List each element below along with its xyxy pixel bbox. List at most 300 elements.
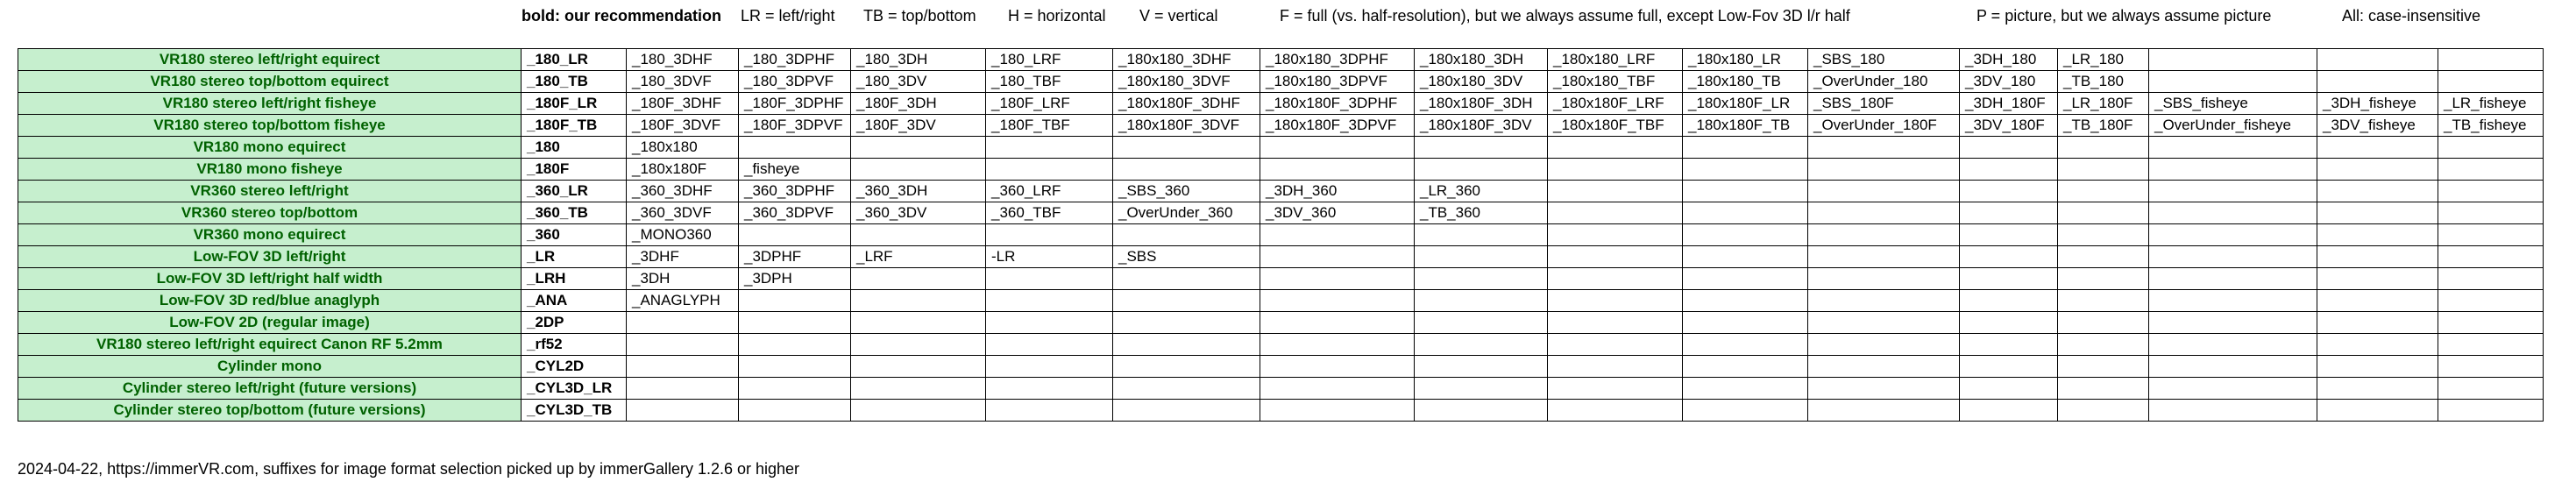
table-row [18, 181, 2544, 202]
suffix-cell [1808, 224, 1960, 246]
suffix-cell [2058, 378, 2149, 400]
suffix-cell [2058, 137, 2149, 159]
suffix-cell [1548, 268, 1683, 290]
suffix-cell: _3DH_360 [1260, 181, 1415, 202]
suffix-cell [2317, 356, 2438, 378]
suffix-cell [2058, 202, 2149, 224]
suffix-cell [739, 312, 851, 334]
suffix-cell: _SBS_360 [1113, 181, 1260, 202]
suffix-cell [1113, 356, 1260, 378]
recommended-suffix-cell: _LRH [522, 268, 627, 290]
format-label: Low-FOV 3D left/right half width [18, 268, 522, 290]
table-row [18, 49, 2544, 71]
suffix-cell: _3DH [627, 268, 739, 290]
suffix-cell [1548, 181, 1683, 202]
suffix-cell: _180x180 [627, 137, 739, 159]
suffix-cell: _180_3DHF [627, 49, 739, 71]
suffix-cell: _180x180_LR [1683, 49, 1808, 71]
suffix-cell [1260, 400, 1415, 422]
suffix-cell [1415, 268, 1548, 290]
suffix-cell [627, 334, 739, 356]
suffix-cell [1808, 159, 1960, 181]
suffix-cell [1683, 181, 1808, 202]
suffix-cell: _360_TBF [986, 202, 1113, 224]
suffix-cell: _TB_180 [2058, 71, 2149, 93]
suffix-cell [1683, 202, 1808, 224]
suffix-cell [627, 378, 739, 400]
suffix-cell [1683, 137, 1808, 159]
recommended-suffix-cell: _LR [522, 246, 627, 268]
legend-tb: TB = top/bottom [863, 7, 976, 25]
suffix-cell: _LR_180 [2058, 49, 2149, 71]
suffix-cell [2438, 202, 2544, 224]
suffix-cell [1113, 137, 1260, 159]
recommended-suffix-cell: _180 [522, 137, 627, 159]
format-label: Cylinder mono [18, 356, 522, 378]
format-label: VR180 stereo top/bottom equirect [18, 71, 522, 93]
suffix-cell [2438, 159, 2544, 181]
recommended-suffix-cell: _180_TB [522, 71, 627, 93]
suffix-cell [2438, 356, 2544, 378]
suffix-cell [1113, 268, 1260, 290]
suffix-cell [986, 378, 1113, 400]
suffix-cell [1415, 159, 1548, 181]
suffix-cell: _180x180F_3DH [1415, 93, 1548, 115]
suffix-cell [1683, 290, 1808, 312]
suffix-cell [2438, 49, 2544, 71]
suffix-cell [2317, 159, 2438, 181]
suffix-cell: _3DPH [739, 268, 851, 290]
suffix-cell [1683, 246, 1808, 268]
suffix-cell [1548, 137, 1683, 159]
suffix-cell [1808, 312, 1960, 334]
suffix-cell [2058, 400, 2149, 422]
legend-row [0, 7, 2576, 30]
suffix-cell [1960, 202, 2058, 224]
suffix-cell [2149, 49, 2317, 71]
suffix-cell [1113, 400, 1260, 422]
suffix-cell: _3DPHF [739, 246, 851, 268]
suffix-cell: _3DV_180F [1960, 115, 2058, 137]
suffix-cell: _180x180_3DV [1415, 71, 1548, 93]
suffix-cell [851, 378, 986, 400]
table-row [18, 312, 2544, 334]
suffix-cell [1808, 268, 1960, 290]
suffix-cell [2317, 71, 2438, 93]
suffix-cell [1113, 224, 1260, 246]
suffix-cell: _180_LRF [986, 49, 1113, 71]
suffix-cell [1683, 334, 1808, 356]
suffix-cell: _180F_3DPVF [739, 115, 851, 137]
suffix-cell [2438, 181, 2544, 202]
suffix-cell [851, 400, 986, 422]
suffix-cell: _180_3DVF [627, 71, 739, 93]
suffix-cell: _OverUnder_360 [1113, 202, 1260, 224]
suffix-cell [1960, 334, 2058, 356]
suffix-cell: _3DH_fisheye [2317, 93, 2438, 115]
suffix-cell [1415, 246, 1548, 268]
suffix-cell [2058, 356, 2149, 378]
suffix-cell [1260, 356, 1415, 378]
suffix-cell [1960, 268, 2058, 290]
suffix-cell: _360_3DH [851, 181, 986, 202]
suffix-cell: _SBS_fisheye [2149, 93, 2317, 115]
suffix-cell [2149, 71, 2317, 93]
suffix-cell: _360_3DV [851, 202, 986, 224]
suffix-cell [2149, 400, 2317, 422]
suffix-cell [2058, 334, 2149, 356]
suffix-cell [2149, 159, 2317, 181]
suffix-cell [1415, 312, 1548, 334]
suffix-cell [2149, 202, 2317, 224]
suffix-cell [1960, 312, 2058, 334]
format-label: Low-FOV 3D red/blue anaglyph [18, 290, 522, 312]
format-label: VR180 stereo left/right equirect [18, 49, 522, 71]
suffix-cell [2149, 246, 2317, 268]
suffix-cell: _180x180F_3DV [1415, 115, 1548, 137]
suffix-cell [1960, 400, 2058, 422]
suffix-cell: _3DV_180 [1960, 71, 2058, 93]
suffix-cell [986, 334, 1113, 356]
suffix-cell: _3DV_360 [1260, 202, 1415, 224]
suffix-cell [1808, 290, 1960, 312]
suffix-cell [2438, 137, 2544, 159]
suffix-cell [2317, 334, 2438, 356]
suffix-cell [1113, 159, 1260, 181]
suffix-cell [2149, 378, 2317, 400]
suffix-cell: _SBS [1113, 246, 1260, 268]
suffix-cell [2058, 224, 2149, 246]
suffix-cell [986, 290, 1113, 312]
suffix-cell: _180x180F_TB [1683, 115, 1808, 137]
suffix-cell: _180x180F_3DPHF [1260, 93, 1415, 115]
suffix-cell [2149, 137, 2317, 159]
suffix-cell: _360_3DHF [627, 181, 739, 202]
suffix-cell [1415, 378, 1548, 400]
suffix-cell [1260, 334, 1415, 356]
suffix-cell [1260, 268, 1415, 290]
recommended-suffix-cell: _180F_LR [522, 93, 627, 115]
suffix-cell [1415, 224, 1548, 246]
suffix-cell [627, 312, 739, 334]
suffix-cell [986, 159, 1113, 181]
format-label: VR360 mono equirect [18, 224, 522, 246]
suffix-cell [1260, 159, 1415, 181]
suffix-cell [1808, 378, 1960, 400]
suffix-cell [1260, 137, 1415, 159]
suffix-cell: _180x180_TBF [1548, 71, 1683, 93]
suffix-cell: _LR_360 [1415, 181, 1548, 202]
suffix-cell [986, 268, 1113, 290]
suffix-cell: _180_3DH [851, 49, 986, 71]
format-label: Low-FOV 2D (regular image) [18, 312, 522, 334]
suffix-cell [1960, 159, 2058, 181]
suffix-cell [1548, 356, 1683, 378]
suffix-cell: _180x180F_3DHF [1113, 93, 1260, 115]
recommended-suffix-cell: _CYL2D [522, 356, 627, 378]
suffix-cell [1548, 224, 1683, 246]
suffix-cell: _360_3DPHF [739, 181, 851, 202]
suffix-cell: _ANAGLYPH [627, 290, 739, 312]
format-label: VR360 stereo left/right [18, 181, 522, 202]
suffix-cell: _OverUnder_180 [1808, 71, 1960, 93]
suffix-cell [851, 159, 986, 181]
suffix-cell [2317, 378, 2438, 400]
suffix-cell: _360_3DPVF [739, 202, 851, 224]
suffix-cell [1260, 224, 1415, 246]
suffix-cell [2317, 290, 2438, 312]
suffix-cell [2438, 224, 2544, 246]
recommended-suffix-cell: _360_TB [522, 202, 627, 224]
suffix-cell [1808, 181, 1960, 202]
suffix-cell [1548, 312, 1683, 334]
suffix-cell: _180F_3DPHF [739, 93, 851, 115]
suffix-cell [851, 137, 986, 159]
suffix-cell [739, 137, 851, 159]
suffix-cell: _LR_180F [2058, 93, 2149, 115]
suffix-cell [851, 312, 986, 334]
format-label: VR180 stereo left/right fisheye [18, 93, 522, 115]
legend-bold: bold: our recommendation [522, 7, 722, 25]
table-row [18, 400, 2544, 422]
suffix-cell [1683, 224, 1808, 246]
suffix-cell: _180F_3DHF [627, 93, 739, 115]
suffix-cell [986, 356, 1113, 378]
suffix-cell [851, 224, 986, 246]
suffix-cell [986, 400, 1113, 422]
suffix-cell [2317, 181, 2438, 202]
suffix-cell [2438, 268, 2544, 290]
suffix-cell: _180x180_3DVF [1113, 71, 1260, 93]
suffix-cell [1808, 246, 1960, 268]
table-row [18, 378, 2544, 400]
suffix-cell: _180_3DPHF [739, 49, 851, 71]
suffix-cell: _360_3DVF [627, 202, 739, 224]
suffix-cell [1960, 137, 2058, 159]
format-label: Cylinder stereo left/right (future versions) [18, 378, 522, 400]
suffix-cell [1960, 181, 2058, 202]
table-row [18, 115, 2544, 137]
suffix-cell: _MONO360 [627, 224, 739, 246]
suffix-cell [1415, 137, 1548, 159]
suffix-cell [2317, 400, 2438, 422]
format-label: VR180 mono fisheye [18, 159, 522, 181]
suffix-cell [739, 356, 851, 378]
suffix-cell: _180x180_LRF [1548, 49, 1683, 71]
suffix-cell [1113, 312, 1260, 334]
suffix-cell [2317, 202, 2438, 224]
suffix-cell [1548, 246, 1683, 268]
format-label: VR180 stereo left/right equirect Canon RF 5.2mm [18, 334, 522, 356]
suffix-cell [1808, 137, 1960, 159]
suffix-cell: _180F_3DH [851, 93, 986, 115]
suffix-cell: _TB_fisheye [2438, 115, 2544, 137]
suffix-cell [1548, 202, 1683, 224]
recommended-suffix-cell: _CYL3D_LR [522, 378, 627, 400]
suffix-cell: _180x180_TB [1683, 71, 1808, 93]
suffix-cell [2058, 159, 2149, 181]
suffix-cell [2149, 334, 2317, 356]
suffix-cell [1548, 378, 1683, 400]
suffix-cell [851, 290, 986, 312]
suffix-cell [627, 356, 739, 378]
suffix-cell [1260, 378, 1415, 400]
suffix-cell [1415, 400, 1548, 422]
suffix-cell [2149, 181, 2317, 202]
suffix-cell [739, 400, 851, 422]
suffix-cell: _SBS_180F [1808, 93, 1960, 115]
suffix-cell [2317, 312, 2438, 334]
table-row [18, 290, 2544, 312]
legend-f: F = full (vs. half-resolution), but we always assume full, except Low-Fov 3D l/r half [1280, 7, 1850, 25]
table-row [18, 224, 2544, 246]
table-row [18, 246, 2544, 268]
suffix-cell: _LRF [851, 246, 986, 268]
suffix-cell: _180F_LRF [986, 93, 1113, 115]
suffix-cell [1808, 400, 1960, 422]
suffix-cell [1113, 334, 1260, 356]
suffix-cell [1960, 378, 2058, 400]
suffix-cell [2149, 312, 2317, 334]
suffix-cell [2058, 268, 2149, 290]
suffix-cell: _3DV_fisheye [2317, 115, 2438, 137]
suffix-cell [2438, 312, 2544, 334]
suffix-cell [1960, 356, 2058, 378]
suffix-cell [2058, 246, 2149, 268]
legend-p: P = picture, but we always assume picture [1976, 7, 2272, 25]
suffix-cell [1808, 356, 1960, 378]
suffix-cell [1260, 312, 1415, 334]
table-row [18, 137, 2544, 159]
suffix-cell [1548, 334, 1683, 356]
suffix-cell: _3DH_180 [1960, 49, 2058, 71]
suffix-cell [2438, 400, 2544, 422]
table-row [18, 202, 2544, 224]
suffix-cell: _180x180F_LRF [1548, 93, 1683, 115]
suffix-cell: -LR [986, 246, 1113, 268]
suffix-cell [1808, 334, 1960, 356]
recommended-suffix-cell: _180F [522, 159, 627, 181]
suffix-cell: _TB_180F [2058, 115, 2149, 137]
suffix-cell [1548, 290, 1683, 312]
suffix-cell: _180F_3DV [851, 115, 986, 137]
format-label: Cylinder stereo top/bottom (future versions) [18, 400, 522, 422]
suffix-table [18, 48, 2544, 422]
suffix-cell [1960, 246, 2058, 268]
suffix-cell [2149, 290, 2317, 312]
suffix-cell [2438, 71, 2544, 93]
suffix-cell [1415, 290, 1548, 312]
suffix-cell: _180x180_3DHF [1113, 49, 1260, 71]
legend-v: V = vertical [1139, 7, 1218, 25]
suffix-cell [1683, 400, 1808, 422]
suffix-cell: _360_LRF [986, 181, 1113, 202]
suffix-cell [1683, 312, 1808, 334]
suffix-cell: _180x180_3DH [1415, 49, 1548, 71]
suffix-cell: _180_3DPVF [739, 71, 851, 93]
suffix-cell: _180x180F_LR [1683, 93, 1808, 115]
suffix-cell [1113, 290, 1260, 312]
suffix-cell: _fisheye [739, 159, 851, 181]
suffix-cell [986, 312, 1113, 334]
suffix-cell: _3DHF [627, 246, 739, 268]
recommended-suffix-cell: _2DP [522, 312, 627, 334]
suffix-cell: _180x180_3DPVF [1260, 71, 1415, 93]
table-row [18, 268, 2544, 290]
suffix-cell [1683, 159, 1808, 181]
suffix-cell [986, 224, 1113, 246]
suffix-cell [1808, 202, 1960, 224]
suffix-cell [1960, 224, 2058, 246]
suffix-cell [2438, 334, 2544, 356]
suffix-cell [2149, 356, 2317, 378]
suffix-cell [2317, 246, 2438, 268]
suffix-cell [2317, 49, 2438, 71]
recommended-suffix-cell: _360 [522, 224, 627, 246]
suffix-cell [1548, 400, 1683, 422]
suffix-cell [1960, 290, 2058, 312]
suffix-cell [986, 137, 1113, 159]
suffix-cell: _LR_fisheye [2438, 93, 2544, 115]
suffix-cell [2317, 137, 2438, 159]
suffix-cell [2058, 312, 2149, 334]
format-label: VR360 stereo top/bottom [18, 202, 522, 224]
suffix-cell [1548, 159, 1683, 181]
format-label: VR180 stereo top/bottom fisheye [18, 115, 522, 137]
footer-note: 2024-04-22, https://immerVR.com, suffixes for image format selection picked up by immerGallery 1.2.6 or higher [18, 460, 800, 478]
suffix-cell [739, 378, 851, 400]
suffix-cell [2149, 224, 2317, 246]
suffix-cell [1683, 378, 1808, 400]
suffix-cell: _OverUnder_fisheye [2149, 115, 2317, 137]
suffix-cell [1683, 268, 1808, 290]
recommended-suffix-cell: _rf52 [522, 334, 627, 356]
suffix-cell [739, 290, 851, 312]
legend-all: All: case-insensitive [2342, 7, 2481, 25]
recommended-suffix-cell: _ANA [522, 290, 627, 312]
recommended-suffix-cell: _360_LR [522, 181, 627, 202]
legend-lr: LR = left/right [741, 7, 835, 25]
table-row [18, 334, 2544, 356]
recommended-suffix-cell: _CYL3D_TB [522, 400, 627, 422]
suffix-cell [1415, 334, 1548, 356]
suffix-cell [851, 268, 986, 290]
suffix-cell [1260, 246, 1415, 268]
recommended-suffix-cell: _180_LR [522, 49, 627, 71]
suffix-cell [2317, 224, 2438, 246]
suffix-cell [851, 334, 986, 356]
suffix-cell [1415, 356, 1548, 378]
table-row [18, 71, 2544, 93]
suffix-cell [2438, 290, 2544, 312]
suffix-cell: _180x180F_TBF [1548, 115, 1683, 137]
suffix-cell: _180_TBF [986, 71, 1113, 93]
suffix-cell [2058, 290, 2149, 312]
suffix-cell [1113, 378, 1260, 400]
suffix-cell [851, 356, 986, 378]
format-label: Low-FOV 3D left/right [18, 246, 522, 268]
format-label: VR180 mono equirect [18, 137, 522, 159]
suffix-cell: _180F_3DVF [627, 115, 739, 137]
suffix-cell: _3DH_180F [1960, 93, 2058, 115]
table-row [18, 159, 2544, 181]
suffix-cell: _180F_TBF [986, 115, 1113, 137]
suffix-cell [2058, 181, 2149, 202]
suffix-cell: _SBS_180 [1808, 49, 1960, 71]
suffix-cell [739, 334, 851, 356]
recommended-suffix-cell: _180F_TB [522, 115, 627, 137]
suffix-cell: _180_3DV [851, 71, 986, 93]
